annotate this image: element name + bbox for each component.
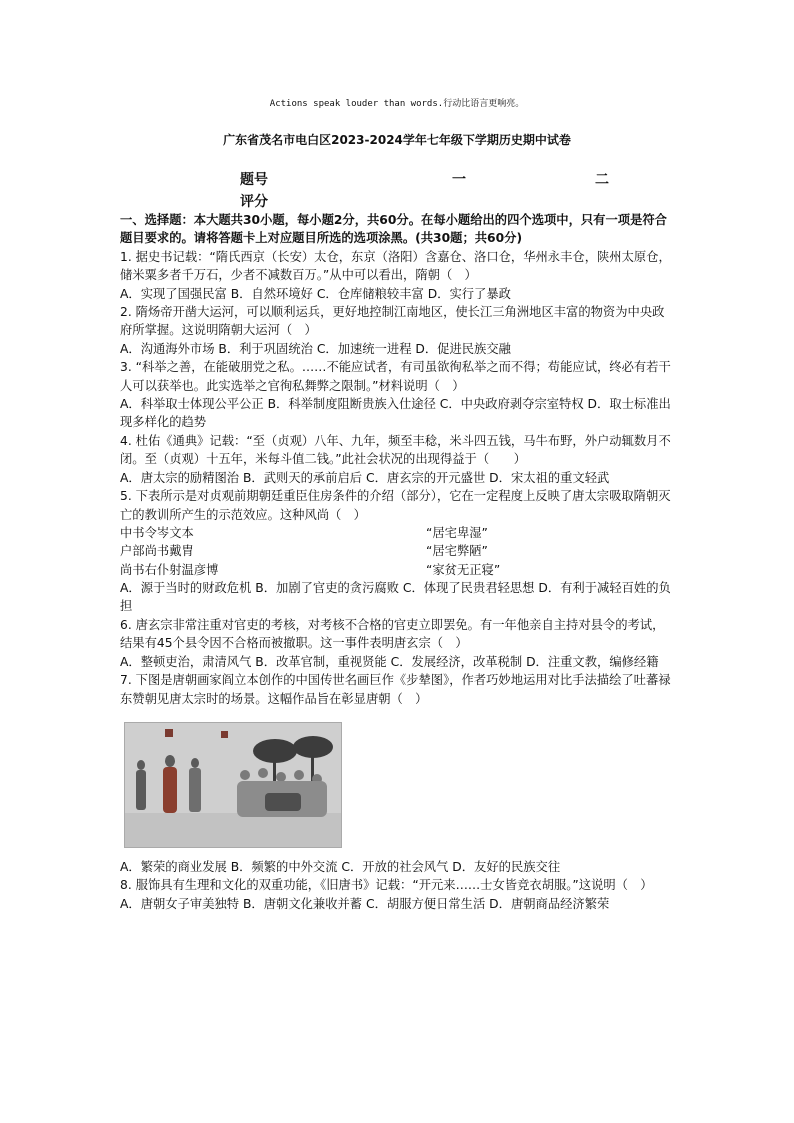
score-table-header-row <box>240 169 620 191</box>
table-cell: “居宅弊陋” <box>426 544 488 559</box>
score-table <box>240 169 620 213</box>
question-8-stem: 8. 服饰具有生理和文化的双重功能，《旧唐书》记载：“开元来……士女皆竞衣胡服。”这说明（ ） <box>120 878 653 893</box>
question-2-stem: 2. 隋炀帝开凿大运河，可以顺利运兵，更好地控制江南地区，使长江三角洲地区丰富的物资为中央政府所掌握。这说明隋朝大运河（ ） <box>120 305 665 338</box>
score-table-label-question-no: 题号 <box>240 172 268 188</box>
painting-image <box>124 722 342 848</box>
question-7-options: A．繁荣的商业发展 B．频繁的中外交流 C．开放的社会风气 D．友好的民族交往 <box>120 859 561 874</box>
table-cell: “家贫无正寝” <box>426 562 501 577</box>
question-8-options: A．唐朝女子审美独特 B．唐朝文化兼收并蓄 C．胡服方便日常生活 D．唐朝商品经济繁荣 <box>120 896 610 911</box>
question-5-table <box>120 524 676 579</box>
score-table-col-1: 一 <box>452 172 466 188</box>
question-1-options: A．实现了国强民富 B．自然环境好 C．仓库储粮较丰富 D．实行了暴政 <box>120 286 511 301</box>
question-6-options: A．整顿吏治，肃清风气 B．改革官制，重视贤能 C．发展经济，改革税制 D．注重文教，编修经籍 <box>120 654 659 669</box>
section-heading-choice: 一、选择题：本大题共30小题，每小题2分，共60分。在每小题给出的四个选项中，只有一项是符合题目要求的。请将答题卡上对应题目所选的选项涂黑。(共30题；共60分) <box>120 213 667 246</box>
question-4-stem: 4. 杜佑《通典》记载：“至（贞观）八年、九年，频至丰稔，米斗四五钱，马牛布野，外户动辄数月不闭。至（贞观）十五年，米每斗值二钱。”此社会状况的出现得益于（ ） <box>120 433 671 467</box>
question-6-stem: 6. 唐玄宗非常注重对官吏的考核，对考核不合格的官吏立即罢免。有一年他亲自主持对县令的考试，结果有45个县令因不合格而被撤职。这一事件表明唐玄宗（ ） <box>120 617 665 651</box>
exam-content <box>120 211 676 913</box>
question-1-stem: 1. 据史书记载：“隋氏西京（长安）太仓，东京（洛阳）含嘉仓、洛口仓，华州永丰仓，陕州太原仓，储米粟多者千万石，少者不减数百万。”从中可以看出，隋朝（ ） <box>120 249 671 283</box>
exam-title: 广东省茂名市电白区2023-2024学年七年级下学期历史期中试卷 <box>223 133 571 147</box>
question-7-stem: 7. 下图是唐朝画家阎立本创作的中国传世名画巨作《步辇图》，作者巧妙地运用对比手法描绘了吐蕃禄东赞朝见唐太宗时的场景。这幅作品旨在彰显唐朝（ ） <box>120 673 671 706</box>
painting-illustration <box>125 723 341 847</box>
table-cell: 中书令岑文本 <box>120 525 194 540</box>
page-header-motto: Actions speak louder than words.行动比语言更响亮。 <box>269 99 525 109</box>
table-cell: “居宅卑湿” <box>426 525 488 540</box>
question-5-stem: 5. 下表所示是对贞观前期朝廷重臣住房条件的介绍（部分），它在一定程度上反映了唐太宗吸取隋朝灭亡的教训所产生的示范效应。这种风尚（ ） <box>120 489 671 522</box>
table-cell: 户部尚书戴胄 <box>120 544 194 559</box>
table-cell: 尚书右仆射温彦博 <box>120 562 219 577</box>
score-table-label-score: 评分 <box>240 194 268 210</box>
score-table-col-2: 二 <box>595 172 609 188</box>
question-3-options: A．科举取士体现公平公正 B．科举制度阻断贵族入仕途径 C．中央政府剥夺宗室特权 D．取士标准出现多样化的趋势 <box>120 397 671 430</box>
question-3-stem: 3. “科举之善，在能破朋党之私。……不能应试者，有司虽欲徇私举之而不得；苟能应试，终必有若干人可以获举也。此实选举之官徇私舞弊之限制。”材料说明（ ） <box>120 360 671 393</box>
question-2-options: A．沟通海外市场 B．利于巩固统治 C．加速统一进程 D．促进民族交融 <box>120 341 511 356</box>
question-4-options: A．唐太宗的励精图治 B．武则天的承前启后 C．唐玄宗的开元盛世 D．宋太祖的重文轻武 <box>120 470 610 485</box>
score-table-score-row <box>240 191 620 213</box>
question-5-options: A．源于当时的财政危机 B．加剧了官吏的贪污腐败 C．体现了民贵君轻思想 D．有利于减轻百姓的负担 <box>120 581 671 614</box>
